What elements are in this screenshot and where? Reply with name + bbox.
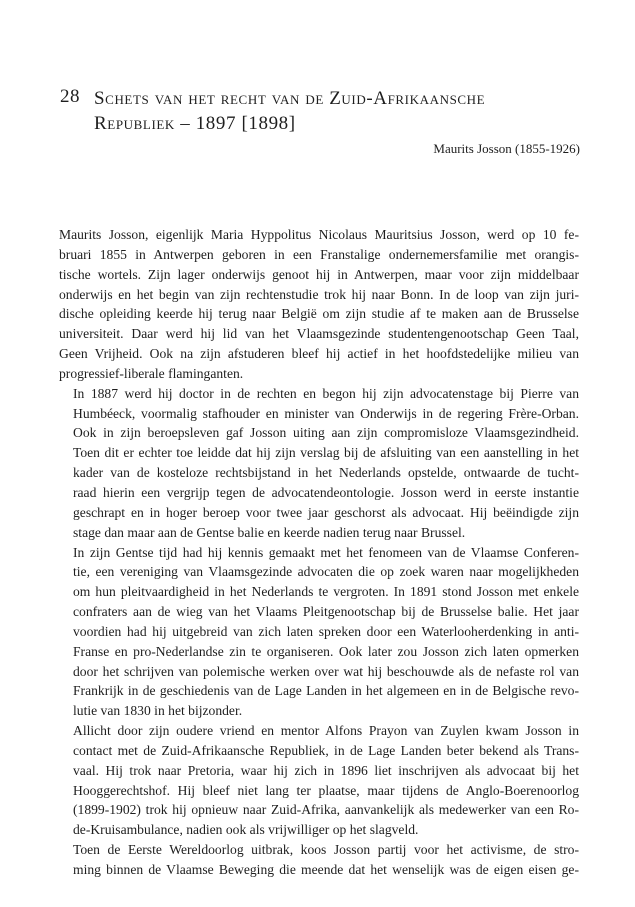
text-line: tie, een vereniging van Vlaamsgezinde advocaten die op zoek waren naar mogelijkheden: [73, 564, 579, 580]
text-line: Toen de Eerste Wereldoorlog uitbrak, koos Josson partij voor het activisme, de stro-: [73, 842, 579, 858]
text-line: lutie van 1830 in het bijzonder.: [73, 703, 243, 719]
text-line: bruari 1855 in Antwerpen geboren in een Franstalige ondernemersfamilie met orangis-: [59, 246, 579, 262]
text-line: confraters aan de wieg van het Vlaams Pleitgenootschap bij de Brusselse balie. Het jaar: [73, 604, 579, 620]
chapter-author: Maurits Josson (1855-1926): [433, 141, 580, 156]
text-line: Frankrijk in de geschiedenis van de Lage Landen in het algemeen en in de Belgische revo-: [73, 683, 579, 699]
chapter-title-line-2: Republiek – 1897 [1898]: [94, 113, 296, 134]
paragraph: [59, 721, 579, 840]
text-line: dische opleiding keerde hij terug naar België om zijn studie af te maken aan de Brusselse: [59, 306, 579, 322]
text-line: contact met de Zuid-Afrikaansche Republiek, in de Lage Landen beter bekend als Trans-: [73, 742, 579, 758]
text-line: Toen dit er echter toe leidde dat hij zijn verslag bij de afsluiting van een aanstelling in het: [73, 445, 579, 461]
text-line: Hooggerechtshof. Hij bleef niet lang ter plaatse, maar tijdens de Anglo-Boerenoorlog: [73, 782, 579, 798]
text-line: Ook in zijn beroepsleven gaf Josson uiting aan zijn compromisloze Vlaamsgezindheid.: [73, 425, 579, 441]
chapter-title: [94, 86, 589, 136]
text-line: progressief-liberale flaminganten.: [59, 365, 244, 381]
text-line: Allicht door zijn oudere vriend en mentor Alfons Prayon van Zuylen kwam Josson in: [73, 723, 579, 739]
chapter-number: 28: [60, 86, 80, 107]
paragraph: [59, 384, 579, 543]
chapter-title-line-1: Schets van het recht van de Zuid-Afrikaansche: [94, 88, 486, 109]
text-line: tische wortels. Zijn lager onderwijs genoot hij in Antwerpen, maar voor zijn middelbaar: [59, 266, 579, 282]
text-line: Humbéeck, voormalig stafhouder en minister van Onderwijs in de regering Frère-Orban.: [73, 405, 579, 421]
text-line: geschrapt en in hoger beroep voor twee jaar geschorst als advocaat. Hij beëindigde zijn: [73, 504, 579, 520]
paragraph: [59, 225, 579, 384]
text-line: Franse en pro-Nederlandse zin te organiseren. Ook later zou Josson zich laten opmerken: [73, 643, 579, 659]
body-text: [59, 225, 579, 880]
text-line: (1899-1902) trok hij opnieuw naar Zuid-Afrika, aanvankelijk als medewerker van een Ro-: [73, 802, 579, 818]
text-line: door het schrijven van polemische werken over wat hij beschouwde als de nefaste rol van: [73, 663, 579, 679]
text-line: In zijn Gentse tijd had hij kennis gemaakt met het fenomeen van de Vlaamse Conferen-: [73, 544, 579, 560]
text-line: voordien had hij uitgebreid van zich laten spreken door een Waterlooherdenking in anti-: [73, 623, 579, 639]
text-line: raad hierin een vergrijp tegen de advocatendeontologie. Josson werd in eerste instantie: [73, 484, 579, 500]
text-line: Geen Vrijheid. Ook na zijn afstuderen bleef hij actief in het hoofdstedelijke milieu van: [59, 346, 579, 362]
text-line: onderwijs en het begin van zijn rechtenstudie trok hij naar Bonn. In de loop van zijn juri-: [59, 286, 579, 302]
text-line: om hun pleitvaardigheid in het Nederlands te vergroten. In 1891 stond Josson met enkele: [73, 584, 579, 600]
paragraph: [59, 840, 579, 880]
paragraph: [59, 543, 579, 722]
text-line: In 1887 werd hij doctor in de rechten en begon hij zijn advocatenstage bij Pierre van: [73, 385, 579, 401]
text-line: vaal. Hij trok naar Pretoria, waar hij zich in 1896 liet inschrijven als advocaat bij het: [73, 762, 579, 778]
text-line: Maurits Josson, eigenlijk Maria Hyppolitus Nicolaus Mauritsius Josson, werd op 10 fe-: [59, 227, 579, 242]
text-line: kader van de kosteloze rechtsbijstand in het Nederlands opstelde, ontwaarde de tucht-: [73, 465, 579, 481]
text-line: universiteit. Daar werd hij lid van het Vlaamsgezinde studentengenootschap Geen Taal,: [59, 326, 579, 342]
text-line: stage dan maar aan de Gentse balie en keerde nadien terug naar Brussel.: [73, 524, 466, 540]
text-line: ming binnen de Vlaamse Beweging die meende dat het wenselijk was de eigen eisen ge-: [73, 862, 579, 877]
text-line: de-Kruisambulance, nadien ook als vrijwilliger op het slagveld.: [73, 822, 419, 838]
